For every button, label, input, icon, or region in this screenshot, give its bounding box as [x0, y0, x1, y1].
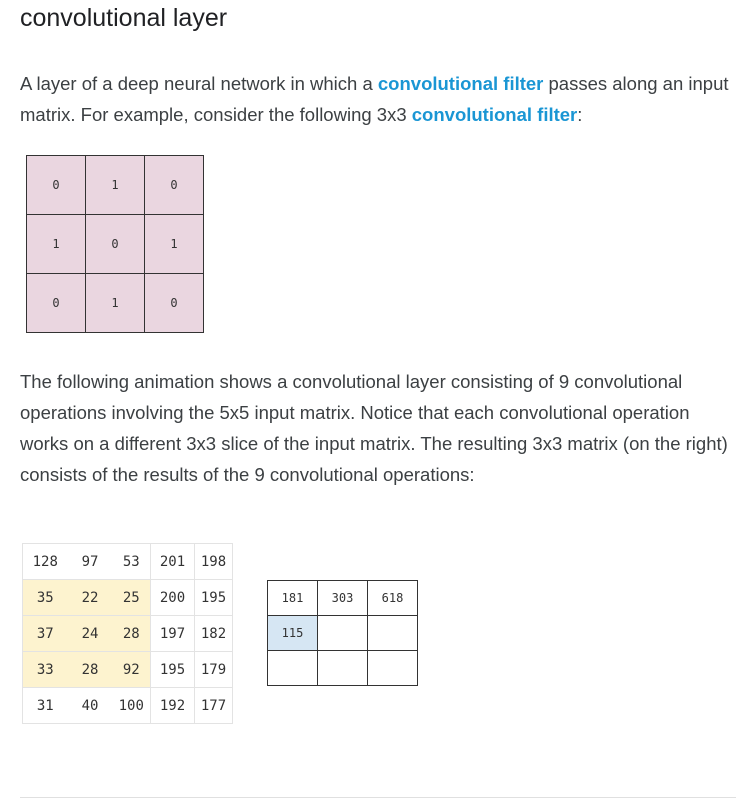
description-paragraph: The following animation shows a convolutional layer consisting of 9 convolutional operations involving the 5x5 input matrix. Notice that each convolutional operation works on a different 3x3 slice of the input matrix. The resulting 3x3 matrix (on the right) consists of the results of the 9 convolutional operations: — [20, 371, 728, 485]
page-title: convolutional layer — [20, 4, 228, 32]
input-cell-highlighted: 28 — [68, 652, 113, 688]
output-cell-current: 115 — [268, 616, 318, 651]
input-cell: 128 — [23, 544, 68, 580]
input-cell-highlighted: 33 — [23, 652, 68, 688]
input-cell: 177 — [195, 688, 233, 724]
input-cell: 195 — [195, 580, 233, 616]
filter-cell: 1 — [145, 215, 204, 274]
filter-cell: 0 — [145, 156, 204, 215]
filter-cell: 0 — [145, 274, 204, 333]
filter-cell: 0 — [27, 274, 86, 333]
intro-paragraph — [20, 68, 740, 130]
input-cell-highlighted: 35 — [23, 580, 68, 616]
output-cell: 181 — [268, 581, 318, 616]
output-cell — [368, 616, 418, 651]
output-cell — [318, 651, 368, 686]
input-cell-highlighted: 24 — [68, 616, 113, 652]
input-cell: 40 — [68, 688, 113, 724]
input-cell: 182 — [195, 616, 233, 652]
output-matrix — [267, 580, 418, 686]
input-cell: 195 — [151, 652, 195, 688]
filter-cell: 0 — [27, 156, 86, 215]
input-cell: 197 — [151, 616, 195, 652]
input-cell: 53 — [113, 544, 151, 580]
input-cell: 31 — [23, 688, 68, 724]
input-cell: 198 — [195, 544, 233, 580]
output-cell — [268, 651, 318, 686]
input-cell-highlighted: 28 — [113, 616, 151, 652]
input-cell-highlighted: 25 — [113, 580, 151, 616]
input-cell: 97 — [68, 544, 113, 580]
filter-cell: 1 — [86, 156, 145, 215]
filter-cell: 0 — [86, 215, 145, 274]
filter-matrix — [26, 155, 204, 333]
divider — [20, 797, 736, 798]
input-cell: 200 — [151, 580, 195, 616]
input-cell-highlighted: 92 — [113, 652, 151, 688]
intro-text-2: passes along an input matrix. For example, consider the following 3x3 — [20, 73, 729, 125]
filter-cell: 1 — [86, 274, 145, 333]
output-cell — [368, 651, 418, 686]
convolutional-filter-link-1[interactable]: convolutional filter — [377, 73, 544, 94]
intro-text-1: A layer of a deep neural network in which a — [20, 73, 378, 94]
output-cell — [318, 616, 368, 651]
filter-cell: 1 — [27, 215, 86, 274]
output-cell: 303 — [318, 581, 368, 616]
input-matrix — [22, 543, 233, 724]
convolutional-filter-link-2[interactable]: convolutional filter — [411, 104, 578, 125]
input-cell-highlighted: 37 — [23, 616, 68, 652]
input-cell: 192 — [151, 688, 195, 724]
input-cell-highlighted: 22 — [68, 580, 113, 616]
intro-text-3: : — [577, 104, 583, 125]
input-cell: 201 — [151, 544, 195, 580]
input-cell: 179 — [195, 652, 233, 688]
output-cell: 618 — [368, 581, 418, 616]
input-cell: 100 — [113, 688, 151, 724]
